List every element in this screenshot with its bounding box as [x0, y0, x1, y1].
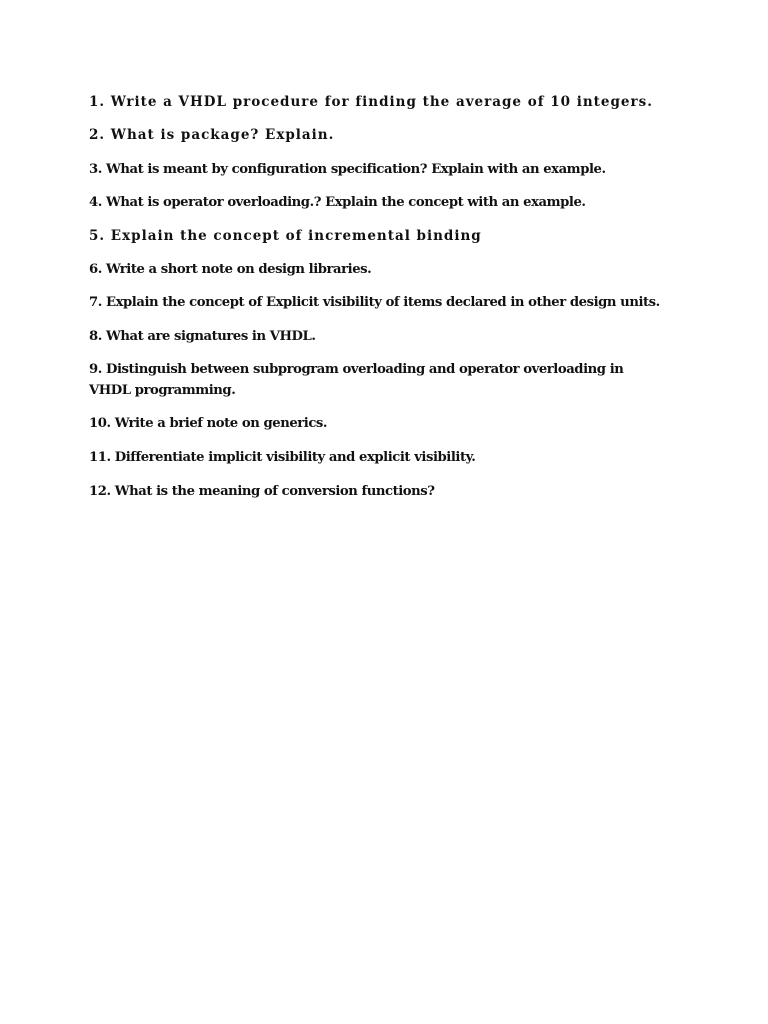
question-2: 2. What is package? Explain. — [89, 127, 335, 143]
question-5: 5. Explain the concept of incremental binding — [89, 228, 482, 244]
question-10: 10. Write a brief note on generics. — [89, 416, 328, 431]
question-11: 11. Differentiate implicit visibility and explicit visibility. — [89, 450, 476, 465]
question-1: 1. Write a VHDL procedure for finding the average of 10 integers. — [89, 94, 653, 110]
question-4: 4. What is operator overloading.? Explain the concept with an example. — [89, 195, 586, 210]
question-9: 9. Distinguish between subprogram overloading and operator overloading in VHDL programming. — [89, 362, 624, 398]
question-6: 6. Write a short note on design libraries. — [89, 262, 372, 277]
question-12: 12. What is the meaning of conversion functions? — [89, 484, 435, 499]
question-8: 8. What are signatures in VHDL. — [89, 329, 316, 344]
question-3: 3. What is meant by configuration specification? Explain with an example. — [89, 162, 606, 177]
question-7: 7. Explain the concept of Explicit visibility of items declared in other design units. — [89, 295, 660, 310]
